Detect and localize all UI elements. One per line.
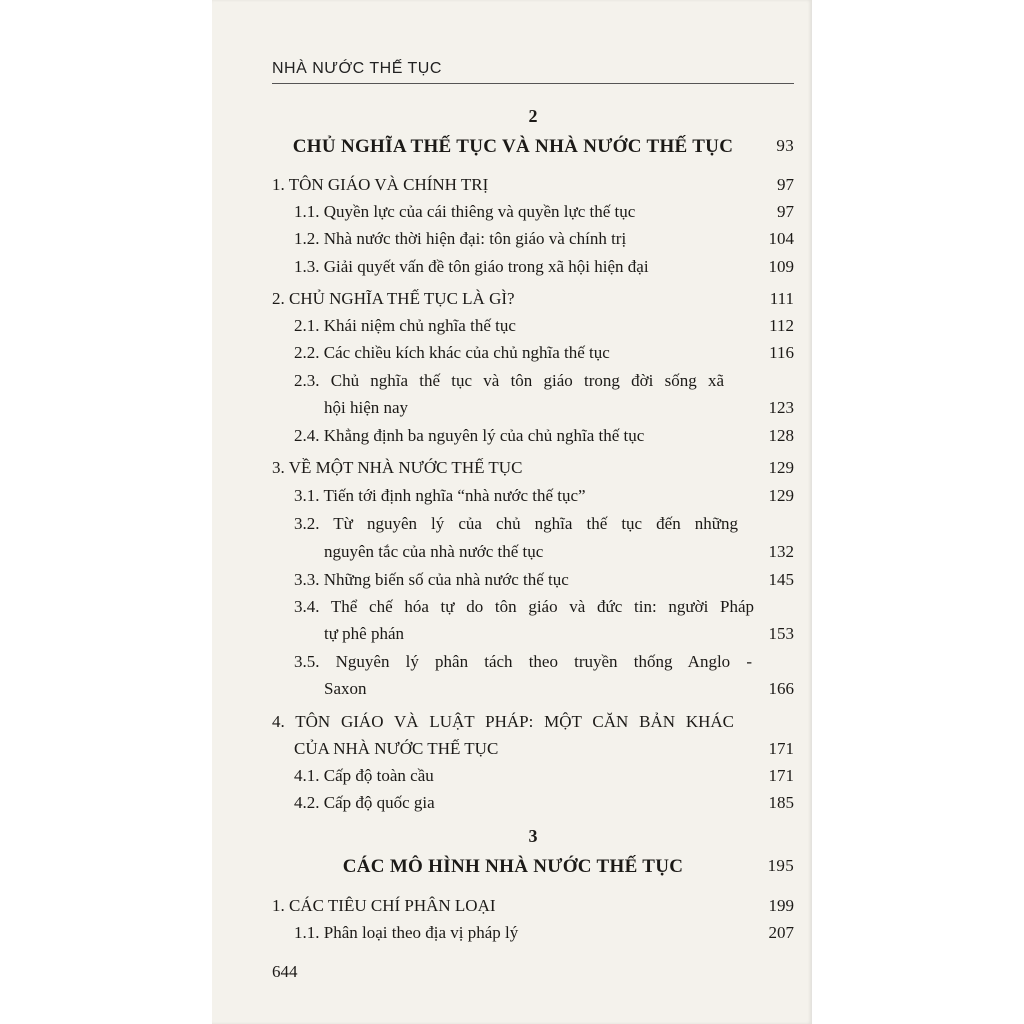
toc-entry-page: 171 [768,739,794,758]
toc-entry-page: 207 [768,923,794,942]
toc-entry-label: 1.2. Nhà nước thời hiện đại: tôn giáo và chính trị [294,229,627,248]
toc-entry-label: 3. VỀ MỘT NHÀ NƯỚC THẾ TỤC [272,458,523,477]
chapter-number: 2 [528,106,538,126]
toc-entry-label: 3.1. Tiến tới định nghĩa “nhà nước thế tục” [294,486,586,505]
toc-entry-label: 3.3. Những biến số của nhà nước thế tục [294,570,569,589]
toc-entry-page: 111 [769,289,794,308]
toc-entry-page: 166 [768,679,794,698]
toc-entry-label: 1.3. Giải quyết vấn đề tôn giáo trong xã hội hiện đại [294,257,649,276]
toc-entry-label: 1.1. Phân loại theo địa vị pháp lý [294,923,519,942]
toc-entry-page: 97 [777,202,794,221]
running-head: NHÀ NƯỚC THẾ TỤC [272,60,442,77]
toc-entry-page: 199 [768,896,794,915]
toc-entry-label-continued: CỦA NHÀ NƯỚC THẾ TỤC [294,739,499,758]
toc-entry-page: 129 [768,486,794,505]
toc-entry-label: 2.3. Chủ nghĩa thế tục và tôn giáo trong đời sống xã [294,371,724,390]
toc-entry-label: 4. TÔN GIÁO VÀ LUẬT PHÁP: MỘT CĂN BẢN KHÁC [272,712,734,731]
toc-entry-page: 185 [768,793,794,812]
page-number: 644 [272,962,298,981]
toc-entry-label-continued: hội hiện nay [324,398,409,417]
toc-entry-page: 128 [768,426,794,445]
toc-entry-page: 112 [769,316,794,335]
toc-entry-label-continued: tự phê phán [324,624,405,643]
toc-entry-label: 4.1. Cấp độ toàn cầu [294,766,434,785]
toc-entry-label: 2.4. Khẳng định ba nguyên lý của chủ nghĩa thế tục [294,426,645,445]
toc-entry-label: 3.5. Nguyên lý phân tách theo truyền thống Anglo - [294,652,752,671]
toc-list [272,172,794,832]
chapter-page: 93 [776,136,794,155]
chapter-number: 3 [528,826,538,846]
toc-entry-label-continued: Saxon [324,679,367,698]
chapter-page: 195 [767,856,794,875]
toc-entry-label: 2.1. Khái niệm chủ nghĩa thế tục [294,316,516,335]
toc-entry-label: 3.2. Từ nguyên lý của chủ nghĩa thế tục đến những [294,514,738,533]
toc-entry-label: 2.2. Các chiều kích khác của chủ nghĩa thế tục [294,343,610,362]
toc-entry-label: 3.4. Thể chế hóa tự do tôn giáo và đức tin: người Pháp [294,597,754,616]
toc-entry-label: 2. CHỦ NGHĨA THẾ TỤC LÀ GÌ? [272,289,515,308]
toc-entry-label: 1. TÔN GIÁO VÀ CHÍNH TRỊ [272,175,489,194]
toc-entry-label: 4.2. Cấp độ quốc gia [294,793,435,812]
toc-entry-page: 171 [768,766,794,785]
toc-entry-page: 109 [768,257,794,276]
toc-entry-page: 97 [777,175,794,194]
toc-list [272,893,794,953]
toc-entry-page: 123 [768,398,794,417]
toc-entry-label-continued: nguyên tắc của nhà nước thế tục [324,542,544,561]
toc-entry-page: 129 [768,458,794,477]
toc-entry-page: 153 [768,624,794,643]
toc-entry-label: 1.1. Quyền lực của cái thiêng và quyền lực thế tục [294,202,636,221]
toc-entry-page: 132 [768,542,794,561]
toc-entry-page: 145 [768,570,794,589]
header-rule [272,83,794,84]
chapter-title: CÁC MÔ HÌNH NHÀ NƯỚC THẾ TỤC [342,856,684,877]
toc-entry-page: 104 [768,229,794,248]
toc-entry-label: 1. CÁC TIÊU CHÍ PHÂN LOẠI [272,896,496,915]
chapter-title: CHỦ NGHĨA THẾ TỤC VÀ NHÀ NƯỚC THẾ TỤC [292,136,734,157]
toc-entry-page: 116 [769,343,794,362]
